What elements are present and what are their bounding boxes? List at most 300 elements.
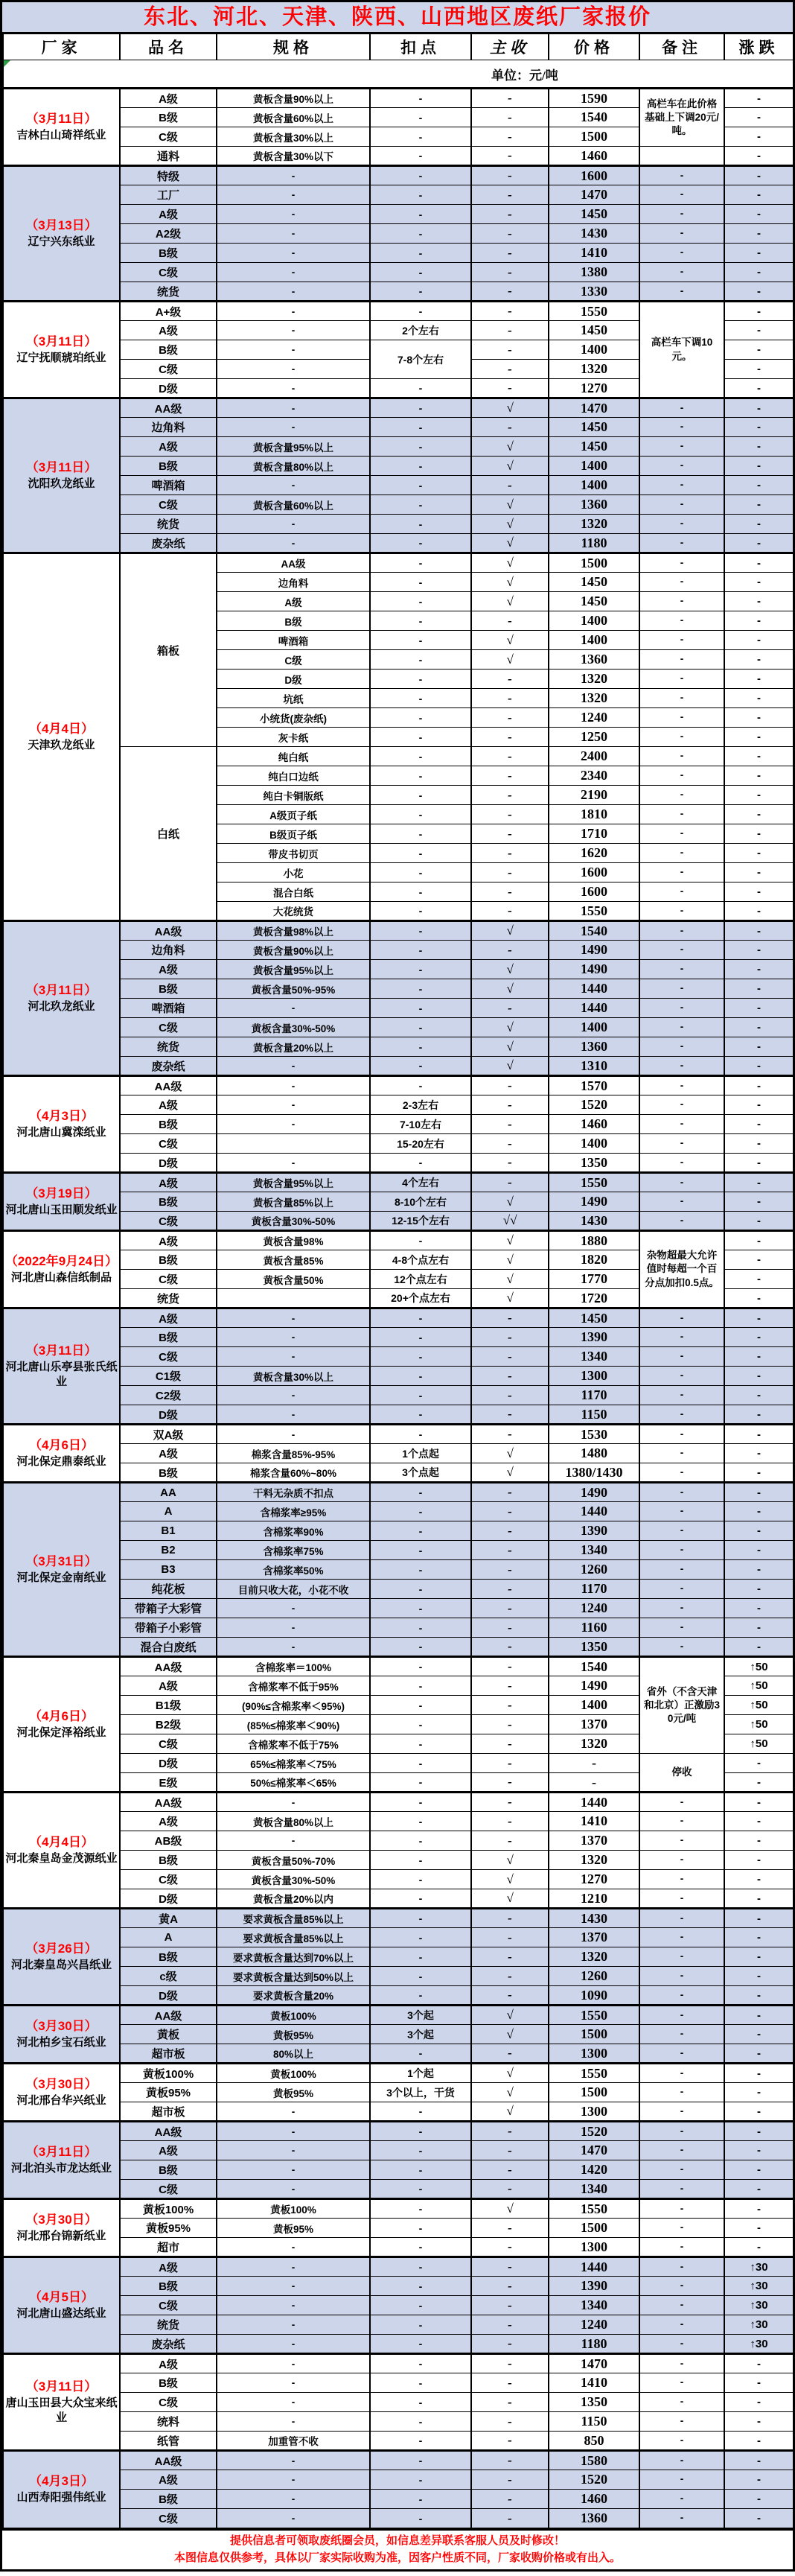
change-cell: - xyxy=(724,224,794,244)
main-collect-cell: - xyxy=(471,1560,549,1580)
grade-cell: D级 xyxy=(120,1754,217,1773)
main-collect-cell: √ xyxy=(471,1889,549,1909)
change-cell: - xyxy=(724,476,794,495)
note-cell: - xyxy=(639,1347,724,1367)
factory-cell xyxy=(3,1909,120,2006)
grade-cell: C级 xyxy=(120,1734,217,1754)
main-collect-cell: - xyxy=(471,1521,549,1541)
spec-cell: - xyxy=(217,2141,370,2160)
change-cell: - xyxy=(724,360,794,379)
table-row xyxy=(3,1502,794,1521)
grade-cell: D级 xyxy=(120,1405,217,1425)
grade-cell: B级 xyxy=(120,2373,217,2393)
main-collect-cell: - xyxy=(471,1793,549,1812)
grade-cell: 统料 xyxy=(120,2412,217,2432)
spec-cell: 含棉浆率不低于95% xyxy=(217,1676,370,1696)
note-cell: - xyxy=(639,1037,724,1057)
change-cell: - xyxy=(724,2354,794,2373)
factory-date: （4月6日） xyxy=(29,1708,94,1723)
grade-cell: A xyxy=(120,1928,217,1947)
price-cell: 1320 xyxy=(549,515,639,534)
price-cell: 1450 xyxy=(549,437,639,457)
deduction-cell: - xyxy=(370,1657,471,1676)
change-cell: - xyxy=(724,747,794,766)
price-cell: 1410 xyxy=(549,2373,639,2393)
table-row xyxy=(3,1057,794,1076)
deduction-cell: 15-20左右 xyxy=(370,1134,471,1154)
change-cell: - xyxy=(724,321,794,340)
table-row xyxy=(3,2490,794,2509)
price-cell: 1360 xyxy=(549,2509,639,2528)
table-row xyxy=(3,1386,794,1405)
main-collect-cell: - xyxy=(471,1696,549,1715)
grade-cell: B级 xyxy=(120,1250,217,1270)
change-cell: - xyxy=(724,650,794,670)
main-collect-cell: - xyxy=(471,1483,549,1502)
price-cell: 1400 xyxy=(549,457,639,476)
change-cell: - xyxy=(724,1250,794,1270)
note-cell: - xyxy=(639,1947,724,1967)
note-cell: - xyxy=(639,573,724,592)
table-row xyxy=(3,1095,794,1115)
change-cell: - xyxy=(724,2064,794,2083)
change-cell: - xyxy=(724,1095,794,1115)
change-cell: - xyxy=(724,2083,794,2102)
factory-date: （3月11日） xyxy=(25,334,98,349)
deduction-cell: - xyxy=(370,205,471,224)
price-cell: 1520 xyxy=(549,2470,639,2490)
factory-name: 天津玖龙纸业 xyxy=(28,738,95,751)
grade-cell: 特级 xyxy=(120,166,217,185)
change-cell: - xyxy=(724,1192,794,1212)
grade-cell: A级 xyxy=(120,1231,217,1250)
change-cell: - xyxy=(724,2122,794,2141)
factory-date: （4月3日） xyxy=(29,1108,94,1123)
grade-cell: C级 xyxy=(120,1212,217,1231)
spec-cell: - xyxy=(217,476,370,495)
grade-cell: 边角料 xyxy=(120,941,217,960)
grade-cell: C级 xyxy=(120,1018,217,1037)
factory-cell xyxy=(3,1657,120,1793)
price-cell: 1500 xyxy=(549,2219,639,2238)
table-row xyxy=(3,1212,794,1231)
grade-cell: AA级 xyxy=(120,921,217,941)
spec-cell: - xyxy=(217,2122,370,2141)
deduction-cell: - xyxy=(370,282,471,302)
price-cell: 1530 xyxy=(549,1425,639,1444)
change-cell: - xyxy=(724,2373,794,2393)
price-cell: 1300 xyxy=(549,2102,639,2122)
note-cell: - xyxy=(639,863,724,882)
note-cell: - xyxy=(639,941,724,960)
main-collect-cell: - xyxy=(471,379,549,398)
note-cell: - xyxy=(639,1076,724,1095)
grade-cell: B3 xyxy=(120,1560,217,1580)
table-row xyxy=(3,534,794,553)
main-collect-cell: - xyxy=(471,1425,549,1444)
deduction-cell: 1个点起 xyxy=(370,1444,471,1463)
change-cell: - xyxy=(724,941,794,960)
grade-cell: A级 xyxy=(120,2141,217,2160)
change-cell: - xyxy=(724,1831,794,1851)
price-cell: 1400 xyxy=(549,1134,639,1154)
spec-cell: 黄板含量90%以上 xyxy=(217,941,370,960)
main-collect-cell: - xyxy=(471,1986,549,2006)
grade-cell: AA级 xyxy=(120,398,217,418)
spec-cell: 棉浆含量60%~80% xyxy=(217,1463,370,1483)
deduction-cell: - xyxy=(370,2509,471,2528)
change-cell: - xyxy=(724,902,794,921)
note-cell: - xyxy=(639,205,724,224)
grade-cell: D级 xyxy=(120,1889,217,1909)
change-cell: - xyxy=(724,108,794,127)
factory-date: （3月19日） xyxy=(25,1186,98,1200)
deduction-cell: - xyxy=(370,708,471,728)
spec-cell: 混合白纸 xyxy=(217,882,370,902)
price-cell: 1490 xyxy=(549,1483,639,1502)
note-cell: - xyxy=(639,1889,724,1909)
factory-name: 沈阳玖龙纸业 xyxy=(28,477,95,490)
table-row xyxy=(3,1018,794,1037)
note-cell: - xyxy=(639,2160,724,2180)
main-collect-cell: - xyxy=(471,1386,549,1405)
note-cell: - xyxy=(639,2373,724,2393)
change-cell: ↑50 xyxy=(724,1657,794,1676)
spec-cell: - xyxy=(217,515,370,534)
change-cell: - xyxy=(724,611,794,631)
deduction-cell: - xyxy=(370,921,471,941)
spec-cell: 黄板含量95%以上 xyxy=(217,1173,370,1192)
deduction-cell: 1个起 xyxy=(370,2064,471,2083)
grade-cell: 黄板95% xyxy=(120,2219,217,2238)
grade-cell: B级 xyxy=(120,1115,217,1134)
grade-cell: 统货 xyxy=(120,1037,217,1057)
grade-cell: 统货 xyxy=(120,2315,217,2335)
change-cell: - xyxy=(724,1851,794,1870)
price-cell: 1320 xyxy=(549,360,639,379)
note-cell: 停收 xyxy=(639,1754,724,1793)
deduction-cell: - xyxy=(370,2354,471,2373)
factory-cell xyxy=(3,2354,120,2451)
table-row xyxy=(3,1425,794,1444)
table-row xyxy=(3,263,794,282)
price-cell: 1440 xyxy=(549,979,639,999)
main-collect-cell: √ xyxy=(471,495,549,515)
factory-name: 河北秦皇岛金茂源纸业 xyxy=(5,1851,118,1865)
main-collect-cell: - xyxy=(471,1308,549,1328)
table-row xyxy=(3,1580,794,1599)
main-collect-cell: - xyxy=(471,302,549,321)
spec-cell: 黄板含量98%以上 xyxy=(217,921,370,941)
main-collect-cell: - xyxy=(471,2160,549,2180)
factory-date: （3月30日） xyxy=(25,2076,98,2091)
price-cell: 1370 xyxy=(549,1928,639,1947)
spec-cell: 80%以上 xyxy=(217,2044,370,2064)
spec-cell: 黄板含量98% xyxy=(217,1231,370,1250)
table-row xyxy=(3,553,794,573)
grade-cell: C级 xyxy=(120,263,217,282)
price-cell: 1270 xyxy=(549,1870,639,1889)
footer-note xyxy=(2,2528,793,2569)
table-row xyxy=(3,1541,794,1560)
change-cell: - xyxy=(724,1599,794,1618)
table-row xyxy=(3,1405,794,1425)
main-collect-cell: √ xyxy=(471,1463,549,1483)
main-collect-cell: - xyxy=(471,902,549,921)
price-cell: 1350 xyxy=(549,1638,639,1657)
price-cell: 1460 xyxy=(549,147,639,166)
change-cell: - xyxy=(724,2470,794,2490)
note-cell: - xyxy=(639,689,724,708)
price-cell: 1600 xyxy=(549,863,639,882)
price-cell: 1580 xyxy=(549,2451,639,2470)
change-cell: - xyxy=(724,1521,794,1541)
factory-cell xyxy=(3,1483,120,1657)
spec-cell: 50%≤棉浆率＜65% xyxy=(217,1773,370,1793)
grade-cell: A级 xyxy=(120,1676,217,1696)
factory-cell xyxy=(3,2006,120,2064)
deduction-cell: - xyxy=(370,689,471,708)
factory-name: 河北邢台华兴纸业 xyxy=(16,2093,106,2107)
table-row xyxy=(3,89,794,108)
deduction-cell: - xyxy=(370,1812,471,1831)
table-row xyxy=(3,1173,794,1192)
main-collect-cell: √ xyxy=(471,1057,549,1076)
table-row xyxy=(3,2451,794,2470)
spec-cell: - xyxy=(217,1425,370,1444)
deduction-cell: - xyxy=(370,1870,471,1889)
note-cell: - xyxy=(639,592,724,611)
main-collect-cell: - xyxy=(471,844,549,863)
deduction-cell: 12个点左右 xyxy=(370,1270,471,1289)
spec-cell: 小统货(废杂纸) xyxy=(217,708,370,728)
note-cell: - xyxy=(639,2432,724,2451)
deduction-cell: 3个点起 xyxy=(370,1463,471,1483)
deduction-cell: - xyxy=(370,1076,471,1095)
spec-cell: 黄板含量95%以上 xyxy=(217,960,370,979)
price-cell: 1770 xyxy=(549,1270,639,1289)
change-cell: - xyxy=(724,766,794,786)
note-cell: - xyxy=(639,2509,724,2528)
factory-date: （3月11日） xyxy=(25,2144,98,2159)
spec-cell: - xyxy=(217,1095,370,1115)
deduction-cell: - xyxy=(370,1580,471,1599)
spec-cell: 含棉浆率75% xyxy=(217,1541,370,1560)
price-cell: 1470 xyxy=(549,2141,639,2160)
main-collect-cell: - xyxy=(471,2044,549,2064)
note-cell: - xyxy=(639,1192,724,1212)
table-row xyxy=(3,2199,794,2219)
note-cell: - xyxy=(639,2122,724,2141)
change-cell: - xyxy=(724,1270,794,1289)
price-cell: 1380 xyxy=(549,263,639,282)
deduction-cell: - xyxy=(370,844,471,863)
main-collect-cell: - xyxy=(471,611,549,631)
header-row xyxy=(3,34,794,60)
main-collect-cell: - xyxy=(471,418,549,437)
spec-cell: - xyxy=(217,1638,370,1657)
grade-cell: A级 xyxy=(120,1812,217,1831)
note-cell: - xyxy=(639,1909,724,1928)
deduction-cell: - xyxy=(370,1154,471,1173)
spec-cell: A级 xyxy=(217,592,370,611)
deduction-cell: - xyxy=(370,224,471,244)
price-cell: 1880 xyxy=(549,1231,639,1250)
grade-cell: B级 xyxy=(120,2160,217,2180)
spec-cell: 加重管不收 xyxy=(217,2432,370,2451)
change-cell: - xyxy=(724,147,794,166)
main-collect-cell: - xyxy=(471,1812,549,1831)
column-header: 涨跌 xyxy=(724,34,794,60)
spec-cell: 黄板含量30%以上 xyxy=(217,127,370,147)
spec-cell: - xyxy=(217,166,370,185)
main-collect-cell: - xyxy=(471,1638,549,1657)
change-cell: - xyxy=(724,263,794,282)
grade-cell: B1级 xyxy=(120,1696,217,1715)
main-collect-cell: - xyxy=(471,89,549,108)
price-cell: 1240 xyxy=(549,2315,639,2335)
main-collect-cell: - xyxy=(471,1773,549,1793)
grade-cell: C级 xyxy=(120,2180,217,2199)
table-row xyxy=(3,2238,794,2257)
note-cell: - xyxy=(639,1018,724,1037)
spec-cell: 含棉浆率90% xyxy=(217,1521,370,1541)
spec-cell: 黄板含量50%-70% xyxy=(217,1851,370,1870)
price-cell: 1540 xyxy=(549,921,639,941)
note-cell: - xyxy=(639,1367,724,1386)
spec-cell: A级页子纸 xyxy=(217,805,370,824)
table-row xyxy=(3,2141,794,2160)
table-row xyxy=(3,1037,794,1057)
deduction-cell: - xyxy=(370,89,471,108)
main-collect-cell: - xyxy=(471,2393,549,2412)
change-cell: ↑50 xyxy=(724,1676,794,1696)
factory-cell xyxy=(3,2122,120,2199)
deduction-cell: - xyxy=(370,941,471,960)
price-cell: 1540 xyxy=(549,108,639,127)
deduction-cell: - xyxy=(370,999,471,1018)
spec-cell: - xyxy=(217,1347,370,1367)
factory-name: 山西寿阳强伟纸业 xyxy=(16,2491,106,2505)
change-cell: - xyxy=(724,824,794,844)
deduction-cell: - xyxy=(370,263,471,282)
change-cell: - xyxy=(724,728,794,747)
deduction-cell: - xyxy=(370,2373,471,2393)
change-cell: - xyxy=(724,2451,794,2470)
deduction-cell: - xyxy=(370,1967,471,1986)
price-cell: 1320 xyxy=(549,1851,639,1870)
spec-cell: - xyxy=(217,2490,370,2509)
change-cell: - xyxy=(724,2160,794,2180)
price-cell: 1550 xyxy=(549,1173,639,1192)
spec-cell: 黄板含量20%以内 xyxy=(217,1889,370,1909)
spec-cell: 含棉浆率不低于75% xyxy=(217,1734,370,1754)
note-cell: - xyxy=(639,534,724,553)
grade-cell: C2级 xyxy=(120,1386,217,1405)
table-row xyxy=(3,2354,794,2373)
change-cell: - xyxy=(724,1115,794,1134)
change-cell: - xyxy=(724,2393,794,2412)
change-cell: - xyxy=(724,457,794,476)
price-cell: 1150 xyxy=(549,1405,639,1425)
deduction-cell: - xyxy=(370,1386,471,1405)
price-cell: 1460 xyxy=(549,2490,639,2509)
note-cell: - xyxy=(639,611,724,631)
note-cell: - xyxy=(639,1541,724,1560)
note-cell: - xyxy=(639,708,724,728)
deduction-cell: - xyxy=(370,302,471,321)
spec-cell: 要求黄板含量达到70%以上 xyxy=(217,1947,370,1967)
spec-cell: - xyxy=(217,534,370,553)
change-cell: - xyxy=(724,398,794,418)
price-cell: 1260 xyxy=(549,1967,639,1986)
spec-cell: - xyxy=(217,2238,370,2257)
note-cell: - xyxy=(639,1057,724,1076)
note-cell: - xyxy=(639,1463,724,1483)
spec-cell: 黄板95% xyxy=(217,2219,370,2238)
deduction-cell: - xyxy=(370,747,471,766)
spec-cell: 黄板含量30%-50% xyxy=(217,1018,370,1037)
price-cell: 2190 xyxy=(549,786,639,805)
deduction-cell: - xyxy=(370,418,471,437)
main-collect-cell: - xyxy=(471,108,549,127)
change-cell: - xyxy=(724,689,794,708)
table-row xyxy=(3,437,794,457)
main-collect-cell: - xyxy=(471,786,549,805)
deduction-cell: - xyxy=(370,786,471,805)
note-cell: - xyxy=(639,166,724,185)
price-cell: 1810 xyxy=(549,805,639,824)
main-collect-cell: √√ xyxy=(471,1212,549,1231)
spec-cell: 带皮书切页 xyxy=(217,844,370,863)
factory-name: 辽宁抚顺琥珀纸业 xyxy=(16,351,106,364)
grade-cell: B级 xyxy=(120,108,217,127)
change-cell: - xyxy=(724,515,794,534)
column-header: 扣点 xyxy=(370,34,471,60)
spec-cell: 纯白纸 xyxy=(217,747,370,766)
table-row xyxy=(3,1870,794,1889)
spec-cell: - xyxy=(217,1115,370,1134)
note-cell: - xyxy=(639,650,724,670)
grade-cell: B级 xyxy=(120,1192,217,1212)
table-row xyxy=(3,1115,794,1134)
note-cell: - xyxy=(639,437,724,457)
note-cell: - xyxy=(639,495,724,515)
main-collect-cell: - xyxy=(471,1599,549,1618)
main-collect-cell: - xyxy=(471,863,549,882)
price-cell: 1620 xyxy=(549,844,639,863)
deduction-cell: - xyxy=(370,2432,471,2451)
table-row xyxy=(3,2083,794,2102)
price-cell: 1440 xyxy=(549,1793,639,1812)
main-collect-cell: - xyxy=(471,1754,549,1773)
deduction-cell: - xyxy=(370,1909,471,1928)
spec-cell: - xyxy=(217,2509,370,2528)
main-collect-cell: - xyxy=(471,2354,549,2373)
deduction-cell: - xyxy=(370,2141,471,2160)
change-cell: - xyxy=(724,805,794,824)
factory-date: （3月31日） xyxy=(25,1553,98,1568)
price-cell: 1380/1430 xyxy=(549,1463,639,1483)
table-row xyxy=(3,302,794,321)
price-cell: 1180 xyxy=(549,2335,639,2354)
spec-cell: - xyxy=(217,2277,370,2296)
factory-name: 河北唐山盛达纸业 xyxy=(16,2306,106,2320)
change-cell: - xyxy=(724,2412,794,2432)
table-row xyxy=(3,476,794,495)
deduction-cell: 8-10个左右 xyxy=(370,1192,471,1212)
change-cell: - xyxy=(724,1889,794,1909)
